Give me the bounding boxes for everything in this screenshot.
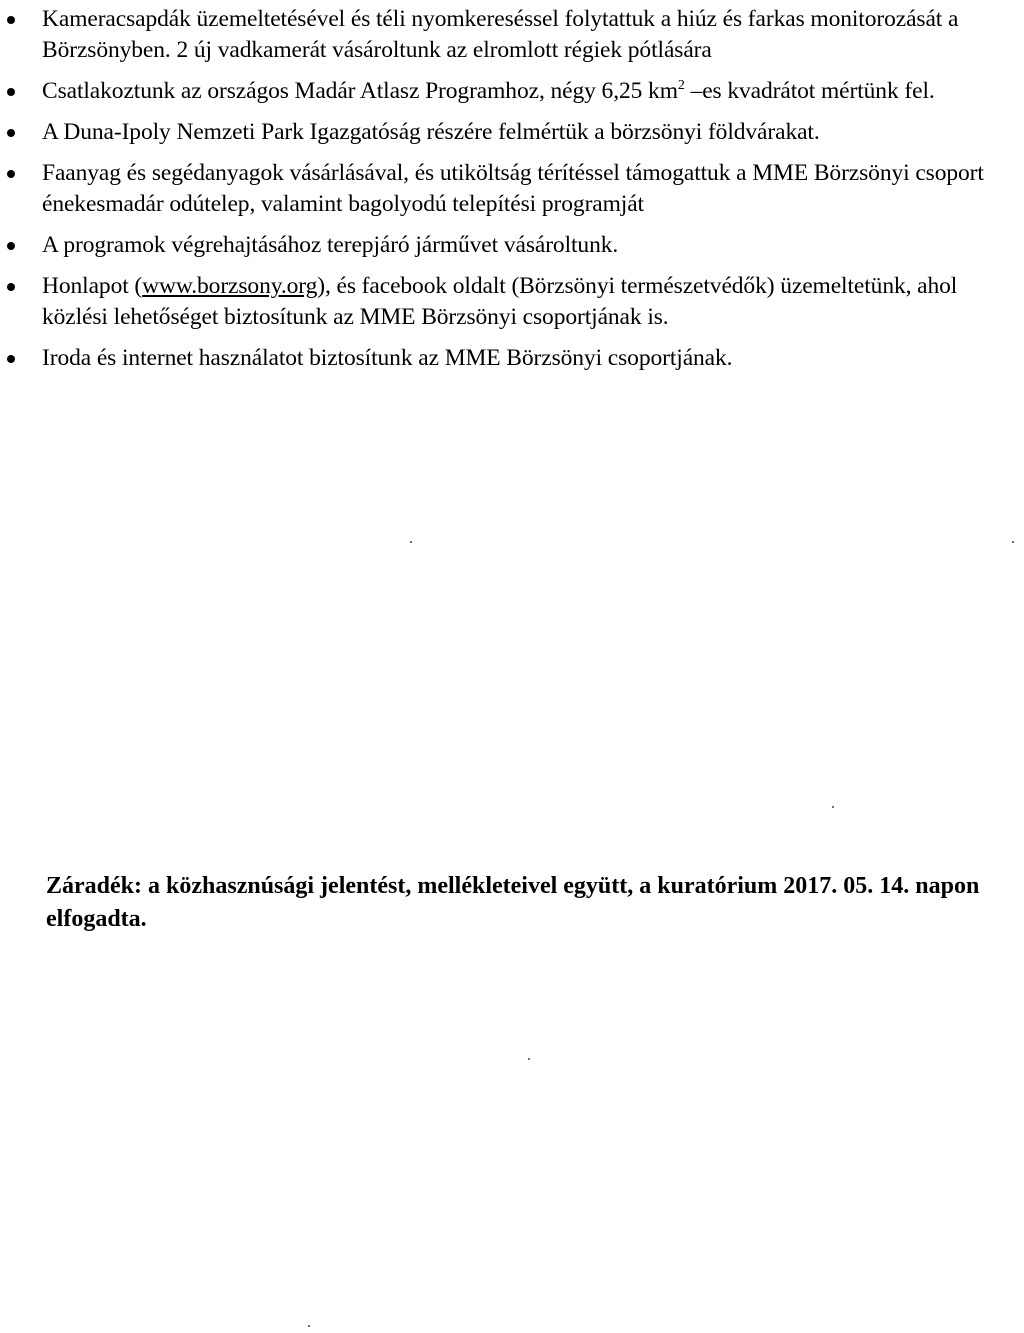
- superscript-two: 2: [677, 78, 685, 94]
- scan-speck: [832, 806, 834, 808]
- list-item-text: A programok végrehajtásához terepjáró járművet vásároltunk.: [42, 232, 619, 258]
- scan-speck: [308, 1325, 310, 1327]
- list-item-text-after: –es kvadrátot mértünk fel.: [684, 78, 935, 104]
- list-item-nest-box-support: [0, 158, 1024, 220]
- list-item-text: Kameracsapdák üzemeltetésével és téli nyomkereséssel folytattuk a hiúz és farkas monitorozását a Börzsönyben. 2 új vadkamerát vásároltunk az elromlott régiek pótlására: [42, 6, 959, 63]
- list-item-text: Faanyag és segédanyagok vásárlásával, és utiköltság térítéssel támogattuk a MME Börzsönyi csoport énekesmadár odútelep, valamint bagolyodú telepítési programját: [42, 160, 984, 217]
- list-item-vehicle-purchase: [0, 230, 1024, 261]
- list-item-bird-atlas: [0, 76, 1024, 107]
- list-item-camera-traps: [0, 4, 1024, 66]
- list-item-earthworks-survey: [0, 117, 1024, 148]
- list-item-text: Iroda és internet használatot biztosítunk az MME Börzsönyi csoportjának.: [42, 345, 733, 371]
- scan-speck: [410, 541, 412, 543]
- scan-speck: [528, 1058, 530, 1060]
- list-item-text: A Duna-Ipoly Nemzeti Park Igazgatóság részére felmértük a börzsönyi földvárakat.: [42, 119, 820, 145]
- list-item-text-before: Honlapot (: [42, 273, 143, 299]
- list-item-text-before: Csatlakoztunk az országos Madár Atlasz Programhoz, négy 6,25 km: [42, 78, 678, 104]
- list-item-text-after: ), és facebook oldalt (Börzsönyi természetvédők) üzemeltetünk, ahol közlési lehetőséget biztosítunk az MME Börzsönyi csoportjának is.: [42, 273, 958, 330]
- closing-clause: Záradék: a közhasznúsági jelentést, mellékleteivel együtt, a kuratórium 2017. 05. 14. napon elfogadta.: [46, 873, 980, 932]
- activity-bullet-list: [0, 0, 1024, 371]
- list-item-office-internet: [0, 343, 1024, 374]
- scan-speck: [1012, 541, 1014, 543]
- website-link[interactable]: www.borzsony.org: [142, 273, 318, 299]
- list-item-website-facebook: [0, 271, 1024, 333]
